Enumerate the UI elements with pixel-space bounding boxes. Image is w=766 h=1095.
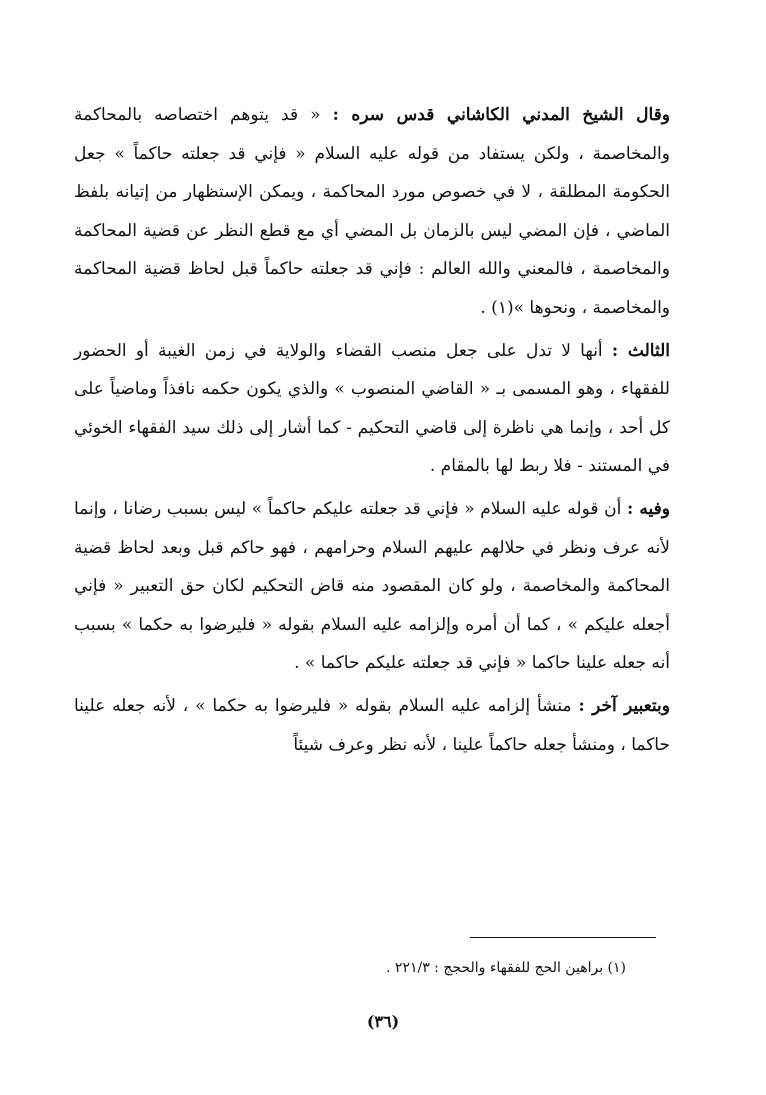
footnote-divider bbox=[470, 937, 656, 938]
paragraph-lead: وبتعبير آخر : bbox=[578, 695, 670, 716]
footnote: (١) براهين الحج للفقهاء والحجج : ٢٢١/٣ . bbox=[386, 960, 626, 976]
paragraph-lead: وقال الشيخ المدني الكاشاني قدس سره : bbox=[332, 105, 670, 125]
paragraph-text: منشأ إلزامه عليه السلام بقوله « فليرضوا به حكما » ، لأنه جعله علينا حاكما ، ومنشأ جعله حاكماً علينا ، لأنه نظر وعرف شيئاً bbox=[74, 695, 670, 755]
paragraph bbox=[74, 96, 670, 328]
paragraph bbox=[74, 687, 670, 764]
paragraph-text: « قد يتوهم اختصاصه بالمحاكمة والمخاصمة ، ولكن يستفاد من قوله عليه السلام « فإني قد جعلته حاكماً » جعل الحكومة المطلقة ، لا في خصوص مورد المحاكمة ، ويمكن الإستظهار من إتيانه بلفظ الماضي ، فإن المضي ليس بالزمان بل المضي أي مع قطع النظر عن قضية المحاكمة والمخاصمة ، فالمعني والله العالم : فإني قد جعلته حاكماً قبل لحاظ قضية المحاكمة والمخاصمة ، ونحوها »(١) . bbox=[74, 105, 670, 318]
paragraph-lead: الثالث : bbox=[611, 340, 671, 361]
paragraph-text: أنها لا تدل على جعل منصب القضاء والولاية في زمن الغيبة أو الحضور للفقهاء ، وهو المسمى بـ « القاضي المنصوب » والذي يكون حكمه نافذاً وماضياً على كل أحد ، وإنما هي ناظرة إلى قاضي التحكيم - كما أشار إلى ذلك سيد الفقهاء الخوئي في المستند - فلا ربط لها بالمقام . bbox=[74, 340, 670, 477]
main-text bbox=[74, 96, 670, 768]
paragraph bbox=[74, 332, 670, 486]
paragraph-lead: وفيه : bbox=[626, 498, 670, 519]
page-number: (٣٦) bbox=[366, 1012, 400, 1031]
paragraph-text: أن قوله عليه السلام « فإني قد جعلته عليكم حاكماً » ليس بسبب رضانا ، وإنما لأنه عرف ونظر في حلالهم عليهم السلام وحرامهم ، فهو حاكم قبل وبعد لحاظ قضية المحاكمة والمخاصمة ، ولو كان المقصود منه قاض التحكيم لكان حق التعبير « فإني أجعله عليكم » ، كما أن أمره وإلزامه عليه السلام بقوله « فليرضوا به حكما » بسبب أنه جعله علينا حاكما « فإني قد جعلته عليكم حاكما » . bbox=[74, 498, 670, 674]
paragraph bbox=[74, 490, 670, 683]
